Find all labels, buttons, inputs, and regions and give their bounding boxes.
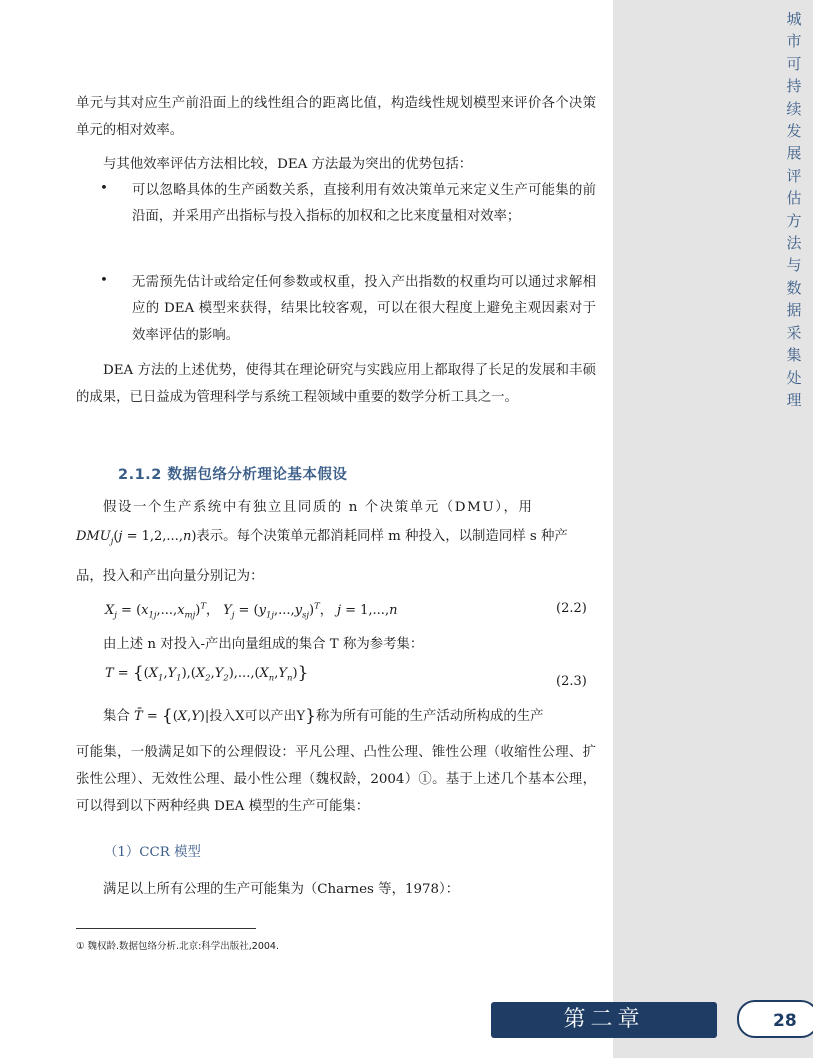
paragraph-2: 与其他效率评估方法相比较，DEA 方法最为突出的优势包括： (103, 157, 473, 172)
paragraph-6: 集合 T̄ = {(X,Y)|投入X可以产出Y}称为所有可能的生产活动所构成的生产 (103, 706, 544, 726)
paragraph-8: 满足以上所有公理的生产可能集为（Charnes 等，1978）： (103, 882, 460, 897)
bullet-item-2: 无需预先估计或给定任何参数或权重，投入产出指数的权重均可以通过求解相应的 DEA 模型来获得，结果比较客观，可以在很大程度上避免主观因素对于效率评估的影响。 (132, 275, 596, 343)
bullet-item-1: 可以忽略具体的生产函数关系，直接利用有效决策单元来定义生产可能集的前沿面，并采用产出指标与投入指标的加权和之比来度量相对效率； (132, 183, 596, 225)
chapter-label: 第二章 (491, 1002, 717, 1038)
equation-2-3: $T = \{(X_1,Y_1),(X_2,Y_2),...,(X_n,Y_n)\}$ (105, 663, 309, 684)
paragraph-3: DEA 方法的上述优势，使得其在理论研究与实践应用上都取得了长足的发展和丰硕的成果，已日益成为管理科学与系统工程领域中重要的数学分析工具之一。 (76, 363, 596, 405)
production-set-formula: T̄ = {(X,Y)|投入X可以产出Y} (134, 706, 316, 726)
section-heading: 2.1.2 数据包络分析理论基本假设 (118, 467, 348, 483)
book-title-vertical: 城 市 可 持 续 发 展 评 估 方 法 与 数 据 采 集 处 理 (786, 10, 802, 409)
equation-number-2-2: (2.2) (556, 601, 587, 616)
ccr-model-label: （1）CCR 模型 (104, 845, 201, 860)
bullet-marker-2: • (100, 273, 108, 288)
paragraph-7: 可能集，一般满足如下的公理假设：平凡公理、凸性公理、锥性公理（收缩性公理、扩张性公理）、无效性公理、最小性公理（魏权龄，2004）①。基于上述几个基本公理，可以得到以下两种经典 DEA 模型的生产可能集： (76, 745, 596, 814)
dmu-notation: $DMU_j(j = 1,2,...,n)$ (76, 529, 197, 547)
paragraph-5: 由上述 n 对投入-产出向量组成的集合 T 称为参考集： (103, 637, 424, 652)
paragraph-4-line-2: $DMU_j(j = 1,2,...,n)$表示。每个决策单元都消耗同样 m 种投入，以制造同样 s 种产 (76, 529, 568, 547)
paragraph-4-line-1: 假设一个生产系统中有独立且同质的 n 个决策单元（DMU），用 (103, 500, 534, 515)
paragraph-1: 单元与其对应生产前沿面上的线性组合的距离比值，构造线性规划模型来评价各个决策单元的相对效率。 (76, 96, 596, 138)
equation-2-2: $X_j = (x_{1j},...,x_{mj})^T$， $Y_j = (y_{1j},...,y_{sj})^T$， j = 1,...,n (105, 601, 398, 621)
bullet-marker-1: • (100, 181, 108, 196)
footnote: ① 魏权龄.数据包络分析.北京:科学出版社,2004. (76, 941, 279, 952)
page-number: 28 (737, 1000, 813, 1038)
equation-number-2-3: (2.3) (556, 674, 587, 689)
footnote-rule (76, 928, 256, 929)
paragraph-4-line-3: 品，投入和产出向量分别记为： (76, 569, 264, 584)
